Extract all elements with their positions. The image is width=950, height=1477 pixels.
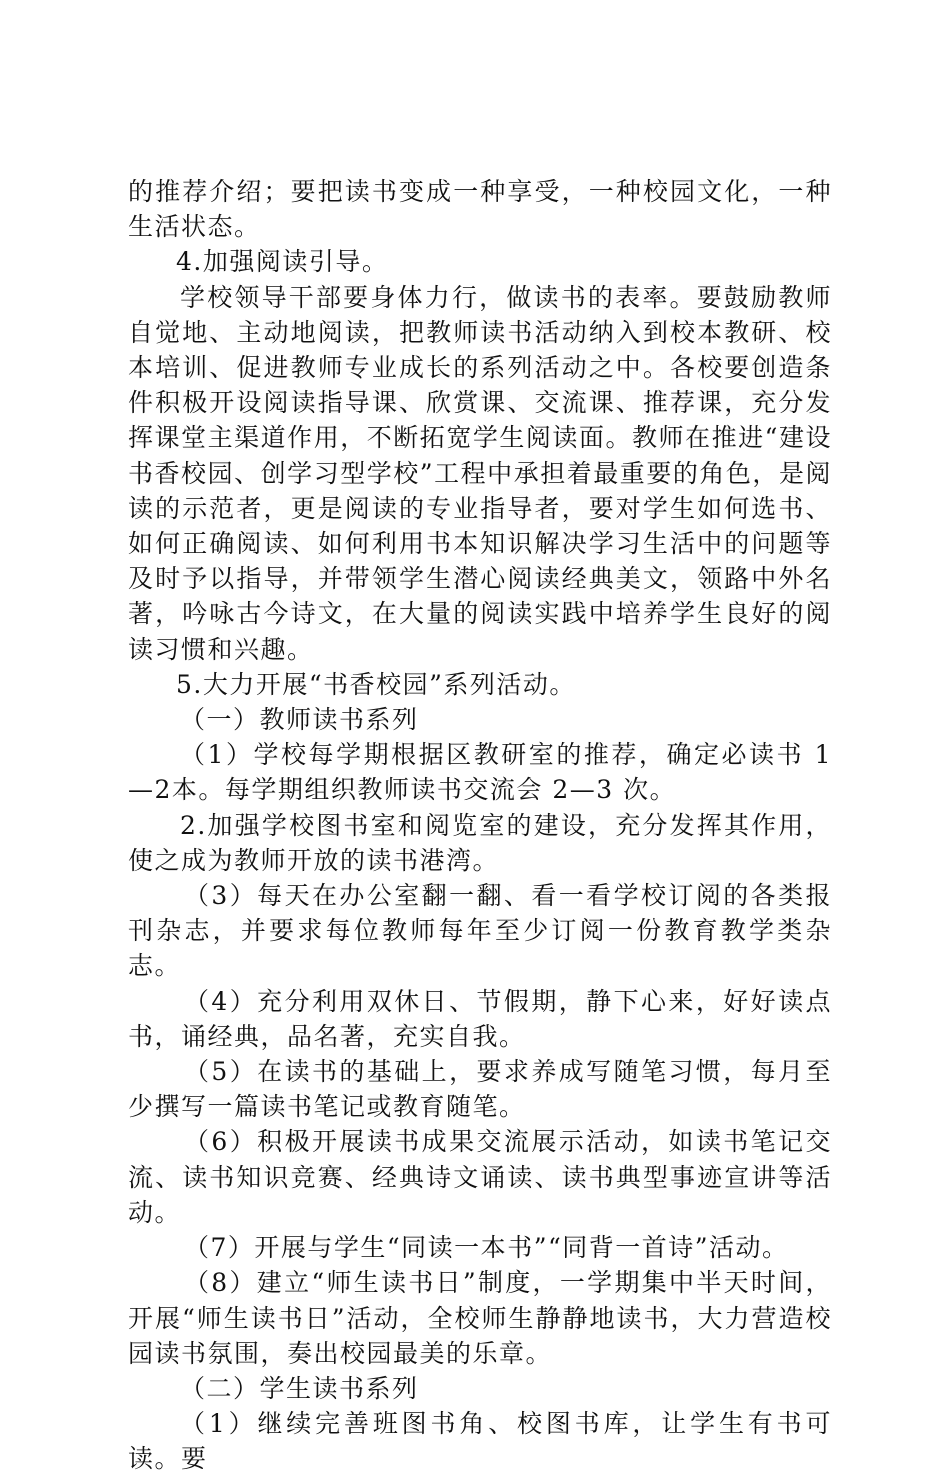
paragraph-continuation: 的推荐介绍；要把读书变成一种享受，一种校园文化，一种生活状态。: [128, 177, 832, 242]
heading-book-campus-activities: 5.大力开展“书香校园”系列活动。: [176, 669, 576, 699]
heading-strengthen-reading-guidance: 4.加强阅读引导。: [176, 247, 389, 277]
list-item-student-1: （1）继续完善班图书角、校图书库，让学生有书可读。要: [128, 1409, 832, 1474]
list-item-teacher-8: （8）建立“师生读书日”制度，一学期集中半天时间，开展“师生读书日”活动，全校师生静静地读书，大力营造校园读书氛围，奏出校园最美的乐章。: [128, 1268, 832, 1368]
list-item-teacher-1: （1）学校每学期根据区教研室的推荐，确定必读书 1—2本。每学期组织教师读书交流会 2—3 次。: [128, 740, 832, 805]
list-item-teacher-3: （3）每天在办公室翻一翻、看一看学校订阅的各类报刊杂志，并要求每位教师每年至少订阅一份教育教学类杂志。: [128, 881, 832, 981]
list-item-teacher-2: 2.加强学校图书室和阅览室的建设，充分发挥其作用，使之成为教师开放的读书港湾。: [128, 810, 832, 875]
subheading-student-reading-series: （二）学生读书系列: [180, 1373, 419, 1403]
paragraph-leadership-reading: 学校领导干部要身体力行，做读书的表率。要鼓励教师自觉地、主动地阅读，把教师读书活动纳入到校本教研、校本培训、促进教师专业成长的系列活动之中。各校要创造条件积极开设阅读指导课、欣赏课、交流课、推荐课，充分发挥课堂主渠道作用，不断拓宽学生阅读面。教师在推进“建设书香校园、创学习型学校”工程中承担着最重要的角色，是阅读的示范者，更是阅读的专业指导者，要对学生如何选书、如何正确阅读、如何利用书本知识解决学习生活中的问题等及时予以指导，并带领学生潜心阅读经典美文，领路中外名著，吟咏古今诗文，在大量的阅读实践中培养学生良好的阅读习惯和兴趣。: [128, 282, 832, 664]
list-item-teacher-7: （7）开展与学生“同读一本书”“同背一首诗”活动。: [184, 1233, 789, 1263]
subheading-teacher-reading-series: （一）教师读书系列: [180, 705, 419, 735]
document-body: [128, 174, 832, 1477]
list-item-teacher-6: （6）积极开展读书成果交流展示活动，如读书笔记交流、读书知识竞赛、经典诗文诵读、读书典型事迹宣讲等活动。: [128, 1127, 832, 1227]
list-item-teacher-4: （4）充分利用双休日、节假期，静下心来，好好读点书，诵经典，品名著，充实自我。: [128, 986, 832, 1051]
list-item-teacher-5: （5）在读书的基础上，要求养成写随笔习惯，每月至少撰写一篇读书笔记或教育随笔。: [128, 1057, 832, 1122]
